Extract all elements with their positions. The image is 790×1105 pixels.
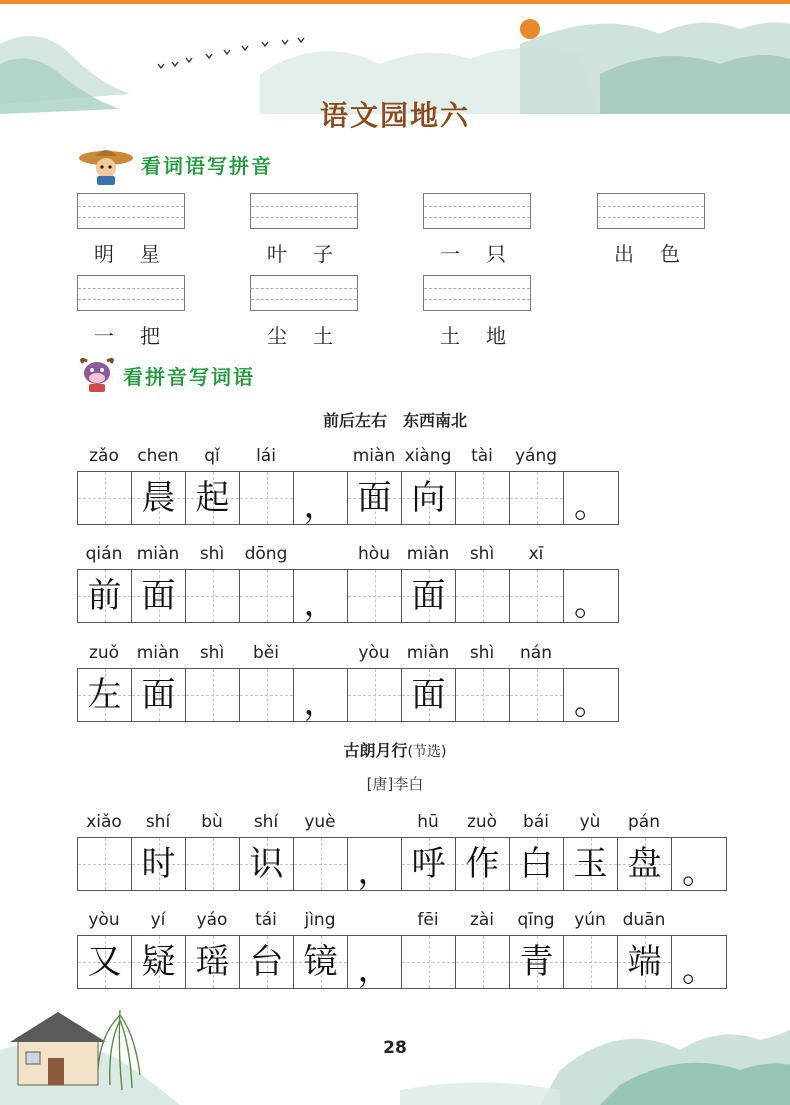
grid-cell[interactable]: 镜 (294, 936, 348, 988)
pinyin-syllable: hū (417, 812, 439, 832)
grid-cell[interactable]: 面 (348, 472, 402, 524)
grid-cell[interactable]: 端 (618, 936, 672, 988)
pinyin-syllable: yí (150, 910, 166, 930)
pinyin-answer-box[interactable] (597, 193, 705, 229)
pinyin-syllable: qīng (517, 910, 555, 930)
character-grid (77, 935, 727, 989)
grid-cell[interactable] (456, 570, 510, 622)
pinyin-syllable: yuè (304, 812, 336, 832)
grid-cell[interactable]: 前 (78, 570, 132, 622)
pinyin-syllable: zǎo (89, 446, 119, 466)
pinyin-syllable: qǐ (204, 446, 220, 466)
vocab-word: 土地 (440, 324, 532, 348)
grid-cell[interactable]: 作 (456, 838, 510, 890)
grid-cell[interactable] (186, 570, 240, 622)
grid-cell[interactable]: 晨 (132, 472, 186, 524)
pinyin-syllable: zài (469, 910, 495, 930)
grid-cell[interactable] (510, 472, 564, 524)
pinyin-syllable: pán (628, 812, 660, 832)
pinyin-syllable: fēi (417, 910, 439, 930)
grid-cell-punctuation: 。 (682, 852, 716, 892)
grid-cell[interactable]: 起 (186, 472, 240, 524)
grid-cell[interactable]: 又 (78, 936, 132, 988)
grid-cell[interactable] (510, 570, 564, 622)
pinyin-syllable: shì (469, 643, 495, 663)
grid-cell[interactable]: 台 (240, 936, 294, 988)
grid-cell[interactable] (456, 669, 510, 721)
grid-cell-punctuation: ， (294, 570, 348, 622)
pinyin-syllable: miàn (406, 544, 450, 564)
pinyin-syllable: xī (528, 544, 544, 564)
pinyin-syllable: miàn (136, 544, 180, 564)
section-heading-characters (77, 357, 255, 393)
grid-cell-punctuation: 。 (682, 950, 716, 990)
pinyin-syllable: lái (256, 446, 276, 466)
character-grid (77, 668, 619, 722)
pinyin-syllable: shí (145, 812, 171, 832)
pinyin-syllable: yáng (514, 446, 558, 466)
grid-cell[interactable]: 呼 (402, 838, 456, 890)
pinyin-syllable: bái (523, 812, 549, 832)
pinyin-syllable: miàn (406, 643, 450, 663)
grid-cell[interactable]: 面 (132, 570, 186, 622)
pinyin-syllable: běi (253, 643, 279, 663)
ox-mascot-icon (77, 357, 117, 393)
pinyin-syllable: xiàng (404, 446, 452, 466)
pinyin-syllable: yún (574, 910, 606, 930)
grid-cell[interactable] (564, 936, 618, 988)
vocab-word: 明星 (94, 242, 186, 266)
pinyin-syllable: shí (253, 812, 279, 832)
grid-cell[interactable]: 识 (240, 838, 294, 890)
page-number: 28 (383, 1038, 407, 1058)
grid-cell-punctuation: 。 (574, 584, 608, 624)
grid-cell[interactable] (456, 472, 510, 524)
section-heading-text: 看词语写拼音 (141, 153, 273, 178)
grid-cell[interactable]: 疑 (132, 936, 186, 988)
vocab-word: 叶子 (267, 242, 359, 266)
grid-cell[interactable] (348, 669, 402, 721)
vocab-word: 出色 (614, 242, 706, 266)
pinyin-answer-box[interactable] (250, 275, 358, 311)
pinyin-answer-box[interactable] (423, 275, 531, 311)
sun-icon (520, 19, 540, 39)
grid-cell[interactable] (240, 472, 294, 524)
grid-cell-punctuation: ， (348, 838, 402, 890)
grid-cell[interactable]: 瑶 (186, 936, 240, 988)
vocab-word: 尘土 (267, 324, 359, 348)
pinyin-syllable: yù (579, 812, 601, 832)
pinyin-answer-box[interactable] (250, 193, 358, 229)
grid-cell[interactable] (348, 570, 402, 622)
grid-cell-punctuation: ， (294, 669, 348, 721)
pinyin-syllable: qián (85, 544, 123, 564)
pinyin-syllable: tái (255, 910, 277, 930)
grid-cell[interactable]: 盘 (618, 838, 672, 890)
pinyin-syllable: zuò (466, 812, 498, 832)
pinyin-syllable: bù (201, 812, 223, 832)
grid-cell[interactable]: 面 (402, 570, 456, 622)
pinyin-syllable: dōng (244, 544, 288, 564)
grid-cell[interactable]: 时 (132, 838, 186, 890)
grid-cell[interactable] (402, 936, 456, 988)
grid-cell[interactable] (294, 838, 348, 890)
section-heading-pinyin (77, 142, 273, 186)
character-grid (77, 837, 727, 891)
pinyin-syllable: chen (137, 446, 179, 466)
pinyin-syllable: yòu (358, 643, 390, 663)
pinyin-syllable: hòu (358, 544, 390, 564)
grid-cell[interactable]: 向 (402, 472, 456, 524)
grid-cell[interactable] (240, 570, 294, 622)
grid-cell[interactable] (78, 838, 132, 890)
pinyin-syllable: nán (520, 643, 552, 663)
grid-cell-punctuation: ， (348, 936, 402, 988)
pinyin-syllable: jìng (304, 910, 336, 930)
grid-cell-punctuation: 。 (574, 683, 608, 723)
pinyin-syllable: tài (471, 446, 493, 466)
straw-hat-mascot-icon (77, 142, 135, 186)
pinyin-syllable: shì (469, 544, 495, 564)
character-grid (77, 569, 619, 623)
pinyin-syllable: yáo (196, 910, 228, 930)
pinyin-syllable: miàn (352, 446, 396, 466)
grid-cell[interactable] (186, 838, 240, 890)
grid-cell[interactable] (186, 669, 240, 721)
poem-author: [唐]李白 (366, 775, 424, 793)
pinyin-syllable: xiǎo (86, 812, 122, 832)
grid-cell[interactable]: 面 (132, 669, 186, 721)
vocab-word: 一只 (440, 242, 532, 266)
pinyin-syllable: miàn (136, 643, 180, 663)
grid-cell-punctuation: ， (294, 472, 348, 524)
grid-cell[interactable] (510, 669, 564, 721)
grid-cell[interactable]: 左 (78, 669, 132, 721)
pinyin-syllable: duān (622, 910, 666, 930)
pinyin-syllable: shì (199, 544, 225, 564)
grid-cell[interactable] (456, 936, 510, 988)
grid-cell[interactable] (240, 669, 294, 721)
grid-cell[interactable] (78, 472, 132, 524)
grid-cell[interactable]: 面 (402, 669, 456, 721)
character-grid (77, 471, 619, 525)
grid-cell[interactable]: 白 (510, 838, 564, 890)
pinyin-syllable: shì (199, 643, 225, 663)
pinyin-syllable: zuǒ (88, 643, 120, 663)
pinyin-answer-box[interactable] (423, 193, 531, 229)
section-heading-text: 看拼音写词语 (123, 364, 255, 389)
pinyin-answer-box[interactable] (77, 193, 185, 229)
poem-title: 古朗月行(节选) (343, 741, 447, 760)
pinyin-syllable: yòu (88, 910, 120, 930)
grid-cell[interactable]: 青 (510, 936, 564, 988)
grid-cell-punctuation: 。 (574, 486, 608, 526)
page-title: 语文园地六 (319, 99, 470, 132)
grid-cell[interactable]: 玉 (564, 838, 618, 890)
word-bank: 前后左右 东西南北 (322, 411, 467, 430)
pinyin-answer-box[interactable] (77, 275, 185, 311)
vocab-word: 一把 (94, 324, 186, 348)
